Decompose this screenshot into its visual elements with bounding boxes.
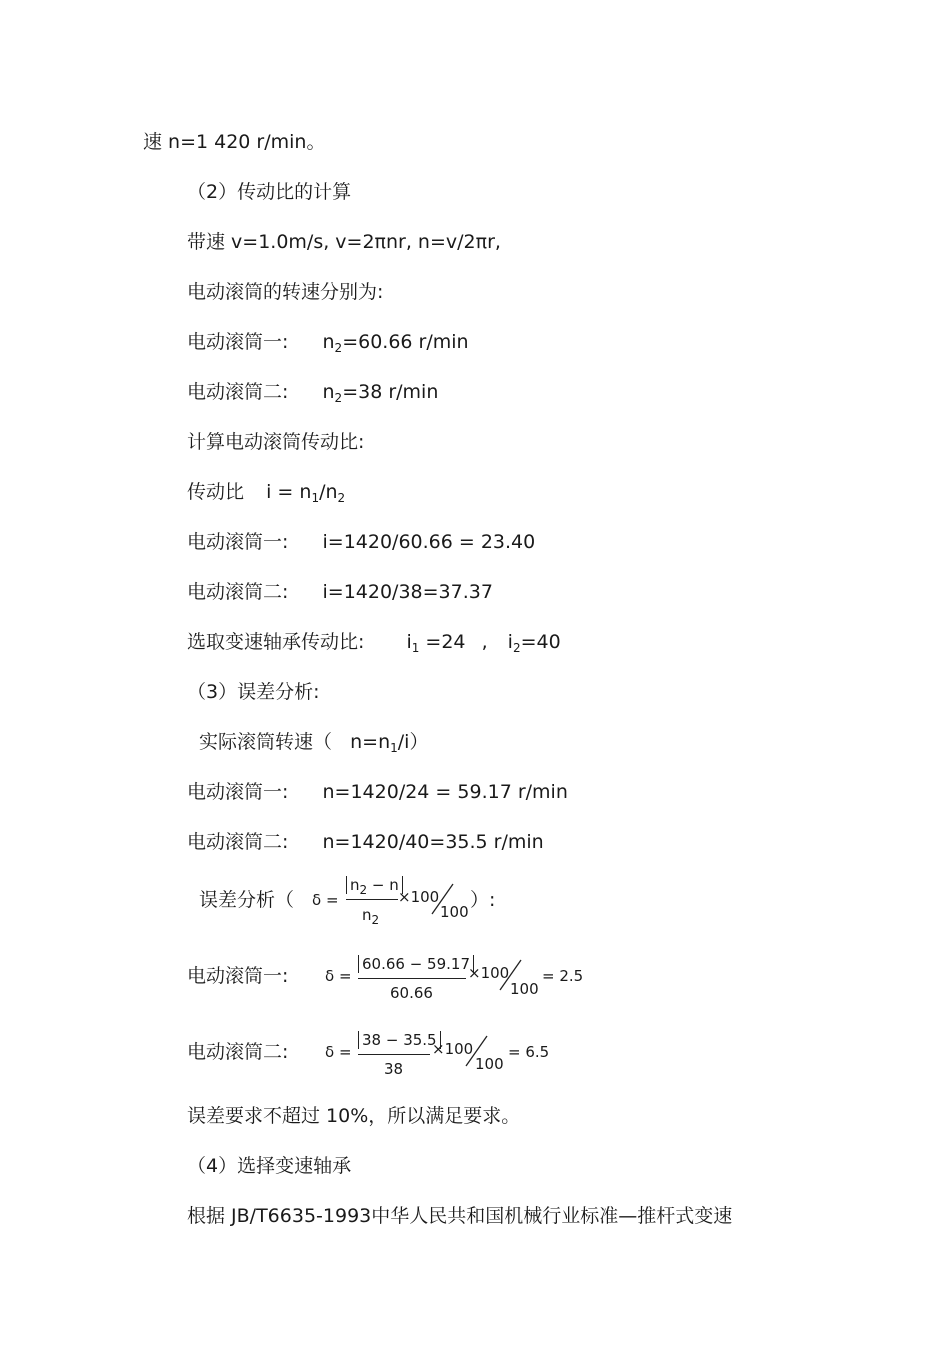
ratio-label: 传动比: [187, 481, 245, 503]
den-sub: 2: [371, 913, 380, 927]
ratio-sub-1: 1: [311, 491, 320, 505]
roller-1-label: 电动滚筒一:: [187, 331, 289, 353]
num-sub: 2: [359, 883, 368, 897]
roller-1-actual-line: [187, 780, 568, 804]
roller-1-ratio-line: [187, 530, 535, 554]
actual-speed-formula-a: n=n: [350, 731, 391, 753]
actual-speed-label: 实际滚筒转速（: [199, 731, 333, 753]
section-heading-3: （3）误差分析:: [187, 681, 320, 703]
formula-denominator: 60.66: [390, 984, 433, 1002]
ratio-i1: i: [406, 631, 412, 653]
over-hundred: 100: [510, 980, 539, 998]
roller-1-actual-value: n=1420/24 = 59.17 r/min: [322, 781, 568, 803]
num-abs: 38 − 35.5: [358, 1031, 441, 1049]
roller-1-error-result: = 2.5: [542, 967, 584, 985]
num-rest: − n: [367, 876, 399, 894]
roller-2-speed-line: [187, 380, 438, 404]
roller-2-actual-value: n=1420/40=35.5 r/min: [322, 831, 544, 853]
den-n: n: [362, 906, 372, 924]
roller-1-speed-line: [187, 330, 469, 354]
roller-1-label: 电动滚筒一:: [187, 781, 289, 803]
speed-subscript: 2: [334, 341, 343, 355]
selected-ratio-line: [187, 630, 561, 654]
text-belt-speed: 带速 v=1.0m/s, v=2πnr, n=v/2πr,: [187, 231, 501, 253]
fraction-bar: [358, 978, 466, 979]
num-abs: 60.66 − 59.17: [358, 955, 474, 973]
ratio-i2: i: [507, 631, 513, 653]
ratio-i1-sub: 1: [411, 641, 420, 655]
ratio-separator: ,: [481, 631, 488, 653]
times-hundred: ×100: [432, 1040, 474, 1058]
ratio-formula-b: /n: [319, 481, 338, 503]
over-hundred: 100: [440, 903, 469, 921]
roller-2-ratio-value: i=1420/38=37.37: [322, 581, 493, 603]
num-n: n: [350, 876, 360, 894]
roller-1-ratio-value: i=1420/60.66 = 23.40: [322, 531, 536, 553]
actual-speed-sub: 1: [390, 741, 398, 755]
ratio-sub-2: 2: [337, 491, 346, 505]
ratio-formula-line: [187, 480, 345, 504]
section-heading-4: （4）选择变速轴承: [187, 1155, 352, 1177]
roller-2-actual-line: [187, 830, 544, 854]
roller-1-speed-value: =60.66 r/min: [342, 331, 469, 353]
text-standard-reference: 根据 JB/T6635-1993中华人民共和国机械行业标准—推杆式变速: [187, 1205, 733, 1227]
ratio-i2-sub: 2: [512, 641, 521, 655]
actual-speed-formula-b: /i）: [397, 731, 429, 753]
error-analysis-end: ）:: [470, 889, 496, 911]
selected-ratio-label: 选取变速轴承传动比:: [187, 631, 365, 653]
roller-2-label: 电动滚筒二:: [187, 581, 289, 603]
roller-2-ratio-line: [187, 580, 493, 604]
ratio-i1-value: =24: [425, 631, 466, 653]
formula-numerator: [358, 955, 474, 973]
over-hundred: 100: [475, 1055, 504, 1073]
times-hundred: ×100: [468, 964, 510, 982]
roller-1-label: 电动滚筒一:: [187, 965, 289, 987]
formula-denominator: [362, 906, 380, 927]
roller-2-error-result: = 6.5: [508, 1043, 550, 1061]
fraction-bar: [358, 1054, 430, 1055]
speed-subscript: 2: [334, 391, 343, 405]
actual-speed-line: [199, 730, 428, 754]
delta-symbol: δ =: [312, 891, 339, 909]
formula-numerator: [346, 876, 403, 897]
speed-symbol: n: [322, 331, 335, 353]
formula-denominator: 38: [384, 1060, 404, 1078]
times-hundred: ×100: [398, 888, 440, 906]
fraction-bar: [346, 899, 398, 900]
formula-numerator: [358, 1031, 441, 1049]
roller-2-label: 电动滚筒二:: [187, 1041, 289, 1063]
ratio-i2-value: =40: [520, 631, 561, 653]
roller-2-label: 电动滚筒二:: [187, 831, 289, 853]
delta-symbol: δ =: [325, 1043, 352, 1061]
roller-2-speed-value: =38 r/min: [342, 381, 439, 403]
section-heading-2: （2）传动比的计算: [187, 181, 352, 203]
text-roller-speeds-intro: 电动滚筒的转速分别为:: [187, 281, 384, 303]
text-ratio-intro: 计算电动滚筒传动比:: [187, 431, 365, 453]
error-conclusion: 误差要求不超过 10%，所以满足要求。: [187, 1105, 521, 1127]
delta-symbol: δ =: [325, 967, 352, 985]
text-line-1: 速 n=1 420 r/min。: [143, 131, 326, 153]
roller-2-label: 电动滚筒二:: [187, 381, 289, 403]
roller-1-label: 电动滚筒一:: [187, 531, 289, 553]
error-analysis-label: 误差分析（: [199, 889, 295, 911]
ratio-formula-a: i = n: [266, 481, 312, 503]
speed-symbol: n: [322, 381, 335, 403]
